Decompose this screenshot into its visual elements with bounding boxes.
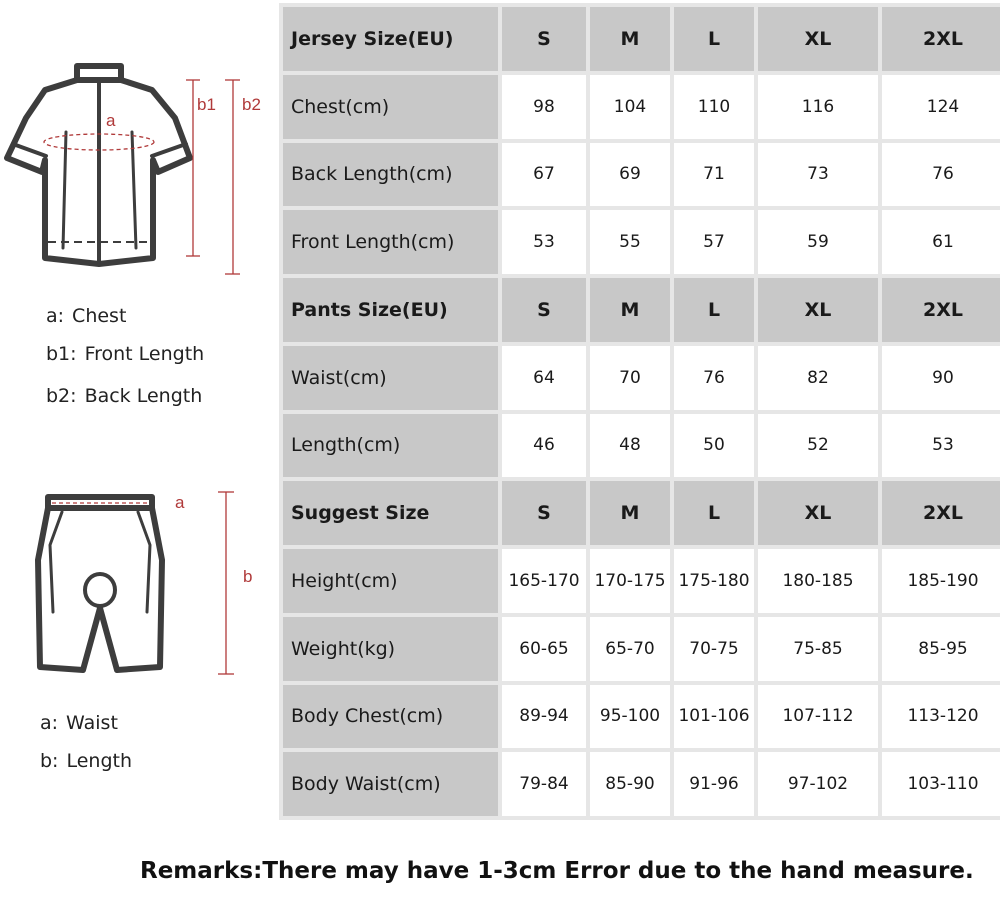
back-length-measure-line bbox=[225, 80, 240, 274]
value-cell: 76 bbox=[674, 346, 754, 410]
value-cell: 70 bbox=[590, 346, 670, 410]
value-cell: 103-110 bbox=[882, 752, 1000, 816]
value-cell: 69 bbox=[590, 143, 670, 207]
suggest-size-header-row bbox=[283, 481, 1000, 545]
value-cell: 57 bbox=[674, 210, 754, 274]
table-row-chest bbox=[283, 75, 1000, 139]
value-cell: 116 bbox=[758, 75, 878, 139]
row-label: Waist(cm) bbox=[283, 346, 498, 410]
value-cell: 85-90 bbox=[590, 752, 670, 816]
table-row-height bbox=[283, 549, 1000, 613]
value-cell: 75-85 bbox=[758, 617, 878, 681]
value-cell: 165-170 bbox=[502, 549, 586, 613]
value-cell: 59 bbox=[758, 210, 878, 274]
row-label: Body Chest(cm) bbox=[283, 685, 498, 749]
value-cell: 64 bbox=[502, 346, 586, 410]
value-cell: 61 bbox=[882, 210, 1000, 274]
table-row-body-chest bbox=[283, 685, 1000, 749]
value-cell: 180-185 bbox=[758, 549, 878, 613]
value-cell: 89-94 bbox=[502, 685, 586, 749]
value-cell: 110 bbox=[674, 75, 754, 139]
remarks-note: Remarks:There may have 1-3cm Error due to the hand measure. bbox=[140, 858, 974, 884]
table-row-weight bbox=[283, 617, 1000, 681]
row-label: Back Length(cm) bbox=[283, 143, 498, 207]
shorts-outline bbox=[38, 508, 162, 670]
value-cell: 107-112 bbox=[758, 685, 878, 749]
size-header-cell: M bbox=[590, 278, 670, 342]
value-cell: 46 bbox=[502, 414, 586, 478]
row-label: Chest(cm) bbox=[283, 75, 498, 139]
value-cell: 55 bbox=[590, 210, 670, 274]
value-cell: 79-84 bbox=[502, 752, 586, 816]
value-cell: 95-100 bbox=[590, 685, 670, 749]
value-cell: 113-120 bbox=[882, 685, 1000, 749]
row-label: Height(cm) bbox=[283, 549, 498, 613]
value-cell: 53 bbox=[502, 210, 586, 274]
jersey-legend-chest: a: Chest bbox=[46, 305, 127, 327]
value-cell: 101-106 bbox=[674, 685, 754, 749]
size-header-cell: XL bbox=[758, 481, 878, 545]
value-cell: 52 bbox=[758, 414, 878, 478]
jersey-label-b2: b2 bbox=[242, 95, 261, 114]
section-header-label: Suggest Size bbox=[283, 481, 498, 545]
value-cell: 48 bbox=[590, 414, 670, 478]
value-cell: 70-75 bbox=[674, 617, 754, 681]
jersey-label-b1: b1 bbox=[197, 95, 216, 114]
section-header-label: Jersey Size(EU) bbox=[283, 7, 498, 71]
size-header-cell: M bbox=[590, 481, 670, 545]
table-row-waist bbox=[283, 346, 1000, 410]
value-cell: 104 bbox=[590, 75, 670, 139]
value-cell: 91-96 bbox=[674, 752, 754, 816]
size-chart-body bbox=[283, 7, 1000, 816]
pants-size-header-row bbox=[283, 278, 1000, 342]
size-header-cell: S bbox=[502, 7, 586, 71]
value-cell: 53 bbox=[882, 414, 1000, 478]
row-label: Weight(kg) bbox=[283, 617, 498, 681]
value-cell: 124 bbox=[882, 75, 1000, 139]
row-label: Front Length(cm) bbox=[283, 210, 498, 274]
jersey-legend-front-length: b1: Front Length bbox=[46, 343, 205, 365]
size-header-cell: S bbox=[502, 481, 586, 545]
jersey-diagram bbox=[0, 55, 275, 285]
size-header-cell: 2XL bbox=[882, 481, 1000, 545]
size-header-cell: XL bbox=[758, 7, 878, 71]
value-cell: 170-175 bbox=[590, 549, 670, 613]
size-header-cell: 2XL bbox=[882, 7, 1000, 71]
value-cell: 97-102 bbox=[758, 752, 878, 816]
size-header-cell: S bbox=[502, 278, 586, 342]
table-row-length bbox=[283, 414, 1000, 478]
section-header-label: Pants Size(EU) bbox=[283, 278, 498, 342]
value-cell: 185-190 bbox=[882, 549, 1000, 613]
value-cell: 85-95 bbox=[882, 617, 1000, 681]
shorts-length-measure-line bbox=[218, 492, 234, 674]
size-header-cell: XL bbox=[758, 278, 878, 342]
shorts-label-b: b bbox=[243, 567, 253, 586]
size-header-cell: L bbox=[674, 481, 754, 545]
size-header-cell: M bbox=[590, 7, 670, 71]
value-cell: 73 bbox=[758, 143, 878, 207]
row-label: Length(cm) bbox=[283, 414, 498, 478]
value-cell: 82 bbox=[758, 346, 878, 410]
size-header-cell: 2XL bbox=[882, 278, 1000, 342]
value-cell: 175-180 bbox=[674, 549, 754, 613]
jersey-collar bbox=[77, 66, 121, 80]
jersey-legend-back-length: b2: Back Length bbox=[46, 385, 203, 407]
table-row-back-length bbox=[283, 143, 1000, 207]
size-header-cell: L bbox=[674, 278, 754, 342]
table-row-front-length bbox=[283, 210, 1000, 274]
shorts-label-a: a bbox=[175, 493, 185, 512]
shorts-diagram bbox=[0, 480, 275, 680]
jersey-label-a: a bbox=[106, 111, 116, 130]
value-cell: 65-70 bbox=[590, 617, 670, 681]
shorts-legend-waist: a: Waist bbox=[40, 712, 118, 734]
row-label: Body Waist(cm) bbox=[283, 752, 498, 816]
value-cell: 71 bbox=[674, 143, 754, 207]
value-cell: 67 bbox=[502, 143, 586, 207]
value-cell: 98 bbox=[502, 75, 586, 139]
size-header-cell: L bbox=[674, 7, 754, 71]
size-chart-table bbox=[279, 3, 1000, 820]
value-cell: 76 bbox=[882, 143, 1000, 207]
value-cell: 60-65 bbox=[502, 617, 586, 681]
value-cell: 90 bbox=[882, 346, 1000, 410]
shorts-legend-length: b: Length bbox=[40, 750, 133, 772]
table-row-body-waist bbox=[283, 752, 1000, 816]
jersey-size-header-row bbox=[283, 7, 1000, 71]
value-cell: 50 bbox=[674, 414, 754, 478]
